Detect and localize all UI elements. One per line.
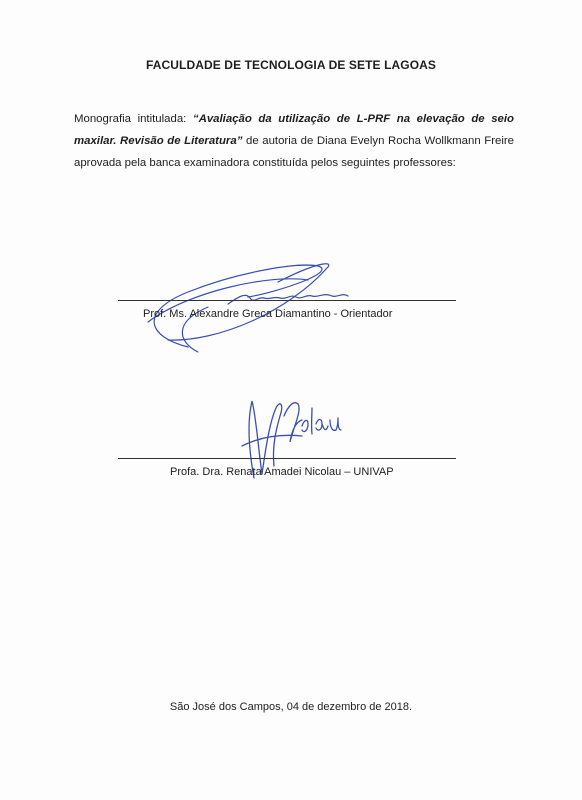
approval-paragraph	[74, 108, 514, 174]
approval-tail-text: de autoria de Diana Evelyn Rocha Wollkmann Freire aprovada pela banca examinadora constituída pelos seguintes professores:	[74, 135, 514, 169]
examiner-name: Profa. Dra. Renata Amadei Nicolau – UNIVAP	[170, 466, 394, 478]
institution-heading: FACULDADE DE TECNOLOGIA DE SETE LAGOAS	[145, 58, 437, 72]
signature-line-examiner	[118, 458, 456, 459]
advisor-name: Prof. Ms. Alexandre Greca Diamantino - Orientador	[143, 308, 393, 320]
signature-advisor	[128, 252, 368, 362]
place-and-date: São José dos Campos, 04 de dezembro de 2018.	[169, 701, 413, 713]
monograph-title: “Avaliação da utilização de L-PRF na elevação de seio maxilar. Revisão de Literatura”	[74, 113, 515, 147]
approval-lead-text: Monografia intitulada:	[74, 113, 193, 125]
signature-line-advisor	[118, 300, 456, 301]
